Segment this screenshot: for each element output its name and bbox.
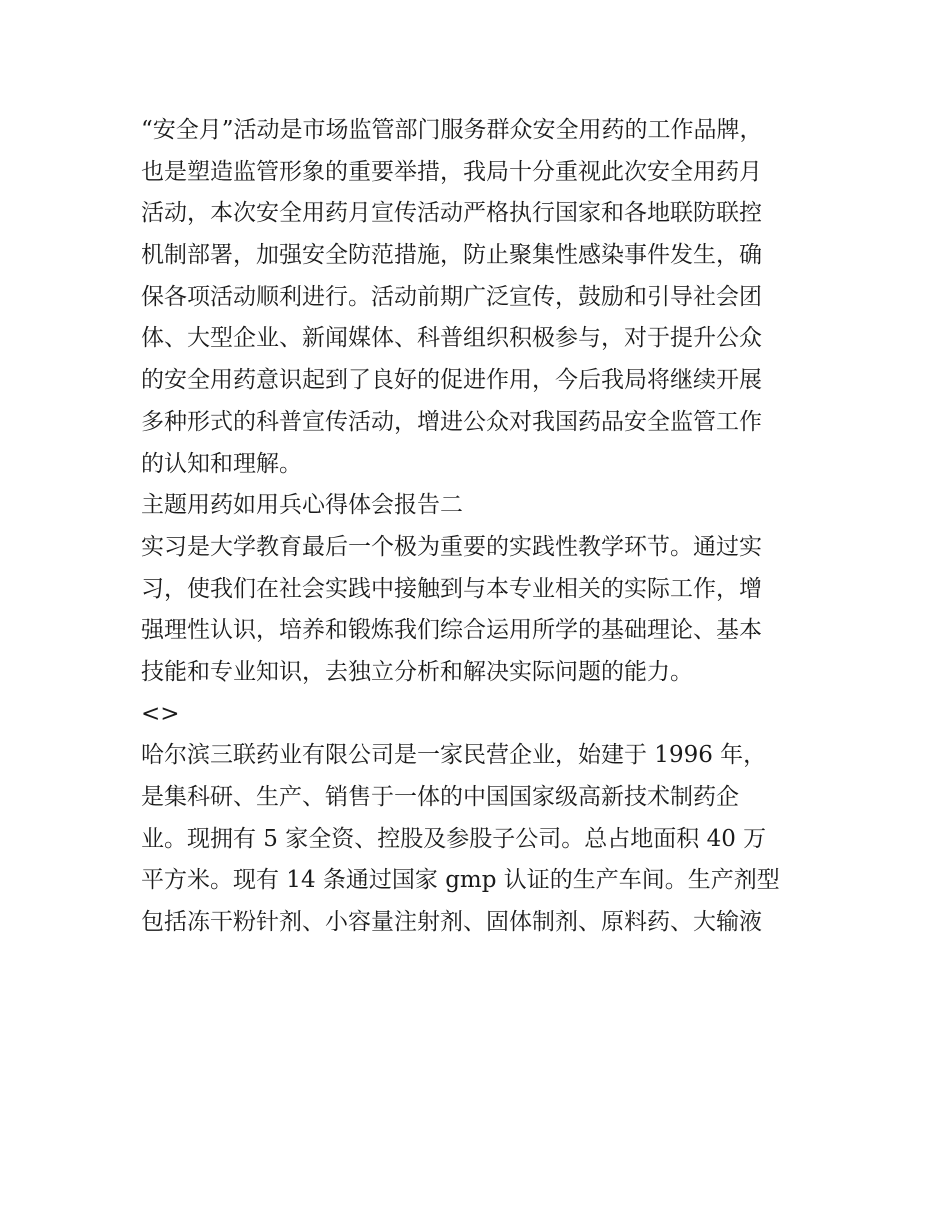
paragraph-line: 实习是大学教育最后一个极为重要的实践性教学环节。通过实 [141, 533, 762, 560]
paragraph-line: 平方米。现有 14 条通过国家 gmp 认证的生产车间。生产剂型 [141, 867, 780, 894]
paragraph-line: 哈尔滨三联药业有限公司是一家民营企业，始建于 1996 年， [141, 742, 767, 769]
placeholder-marker: <> [141, 700, 180, 727]
paragraph-line: 也是塑造监管形象的重要举措，我局十分重视此次安全用药月 [141, 158, 762, 185]
paragraph-line: 的认知和理解。 [141, 450, 302, 477]
paragraph-line: 是集科研、生产、销售于一体的中国国家级高新技术制药企 [141, 784, 739, 810]
paragraph-line: 多种形式的科普宣传活动，增进公众对我国药品安全监管工作 [141, 408, 762, 435]
section-heading: 主题用药如用兵心得体会报告二 [141, 492, 463, 519]
paragraph-line: 保各项活动顺利进行。活动前期广泛宣传，鼓励和引导社会团 [141, 283, 762, 310]
paragraph-line: 业。现拥有 5 家全资、控股及参股子公司。总占地面积 40 万 [141, 825, 767, 852]
paragraph-line: 体、大型企业、新闻媒体、科普组织积极参与，对于提升公众 [141, 325, 762, 352]
paragraph-line: “安全月”活动是市场监管部门服务群众安全用药的工作品牌， [141, 117, 763, 143]
paragraph-line: 的安全用药意识起到了良好的促进作用，今后我局将继续开展 [141, 367, 762, 394]
document-body [141, 110, 821, 944]
paragraph-line: 习，使我们在社会实践中接触到与本专业相关的实际工作，增 [141, 575, 762, 602]
paragraph-line: 机制部署，加强安全防范措施，防止聚集性感染事件发生，确 [141, 242, 762, 269]
paragraph-line: 包括冻干粉针剂、小容量注射剂、固体制剂、原料药、大输液 [141, 909, 762, 936]
paragraph-line: 技能和专业知识，去独立分析和解决实际问题的能力。 [141, 658, 693, 685]
paragraph-line: 活动，本次安全用药月宣传活动严格执行国家和各地联防联控 [141, 200, 762, 227]
paragraph-line: 强理性认识，培养和锻炼我们综合运用所学的基础理论、基本 [141, 617, 762, 644]
